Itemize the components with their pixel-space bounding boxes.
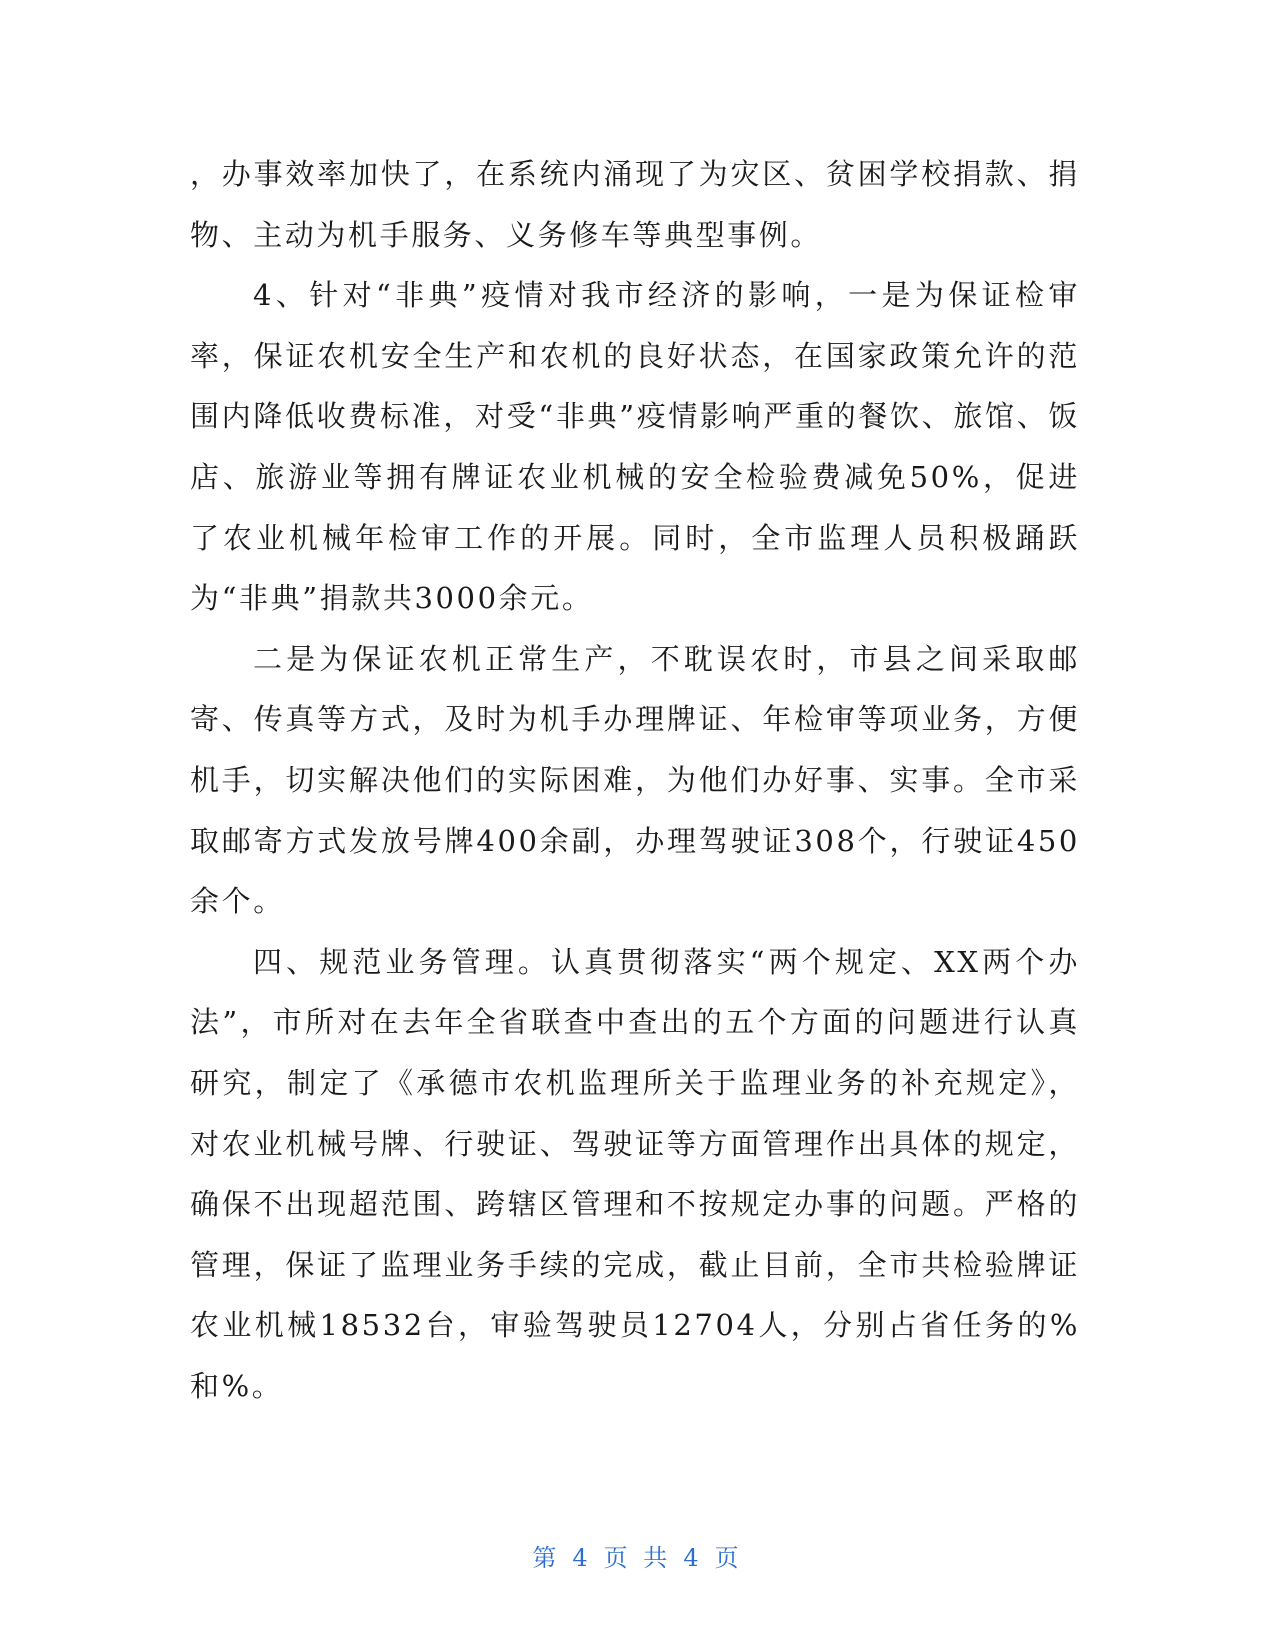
page-footer (0, 1538, 1275, 1573)
footer-suffix: 页 (714, 1544, 743, 1572)
footer-total-pages: 4 (683, 1544, 703, 1572)
paragraph-3: 二是为保证农机正常生产，不耽误农时，市县之间采取邮寄、传真等方式，及时为机手办理牌证、年检审等项业务，方便机手，切实解决他们的实际困难，为他们办好事、实事。全市采取邮寄方式发放号牌400余副，办理驾驶证308个，行驶证450余个。 (190, 641, 1080, 919)
paragraph-1: ，办事效率加快了，在系统内涌现了为灾区、贫困学校捐款、捐物、主动为机手服务、义务修车等典型事例。 (190, 157, 1080, 252)
document-body (190, 144, 1080, 1416)
paragraph-4: 四、规范业务管理。认真贯彻落实“两个规定、XX两个办法”，市所对在去年全省联查中查出的五个方面的问题进行认真研究，制定了《承德市农机监理所关于监理业务的补充规定》，对农业机械号牌、行驶证、驾驶证等方面管理作出具体的规定，确保不出现超范围、跨辖区管理和不按规定办事的问题。严格的管理，保证了监理业务手续的完成，截止目前，全市共检验牌证农业机械18532台，审验驾驶员12704人，分别占省任务的%和%。 (190, 944, 1080, 1403)
footer-current-page: 4 (572, 1544, 592, 1572)
paragraph-2: 4、针对“非典”疫情对我市经济的影响，一是为保证检审率，保证农机安全生产和农机的良好状态，在国家政策允许的范围内降低收费标准，对受“非典”疫情影响严重的餐饮、旅馆、饭店、旅游业等拥有牌证农业机械的安全检验费减免50%，促进了农业机械年检审工作的开展。同时，全市监理人员积极踊跃为“非典”捐款共3000余元。 (190, 278, 1080, 616)
footer-middle: 页 共 (603, 1544, 672, 1572)
footer-prefix: 第 (532, 1544, 561, 1572)
